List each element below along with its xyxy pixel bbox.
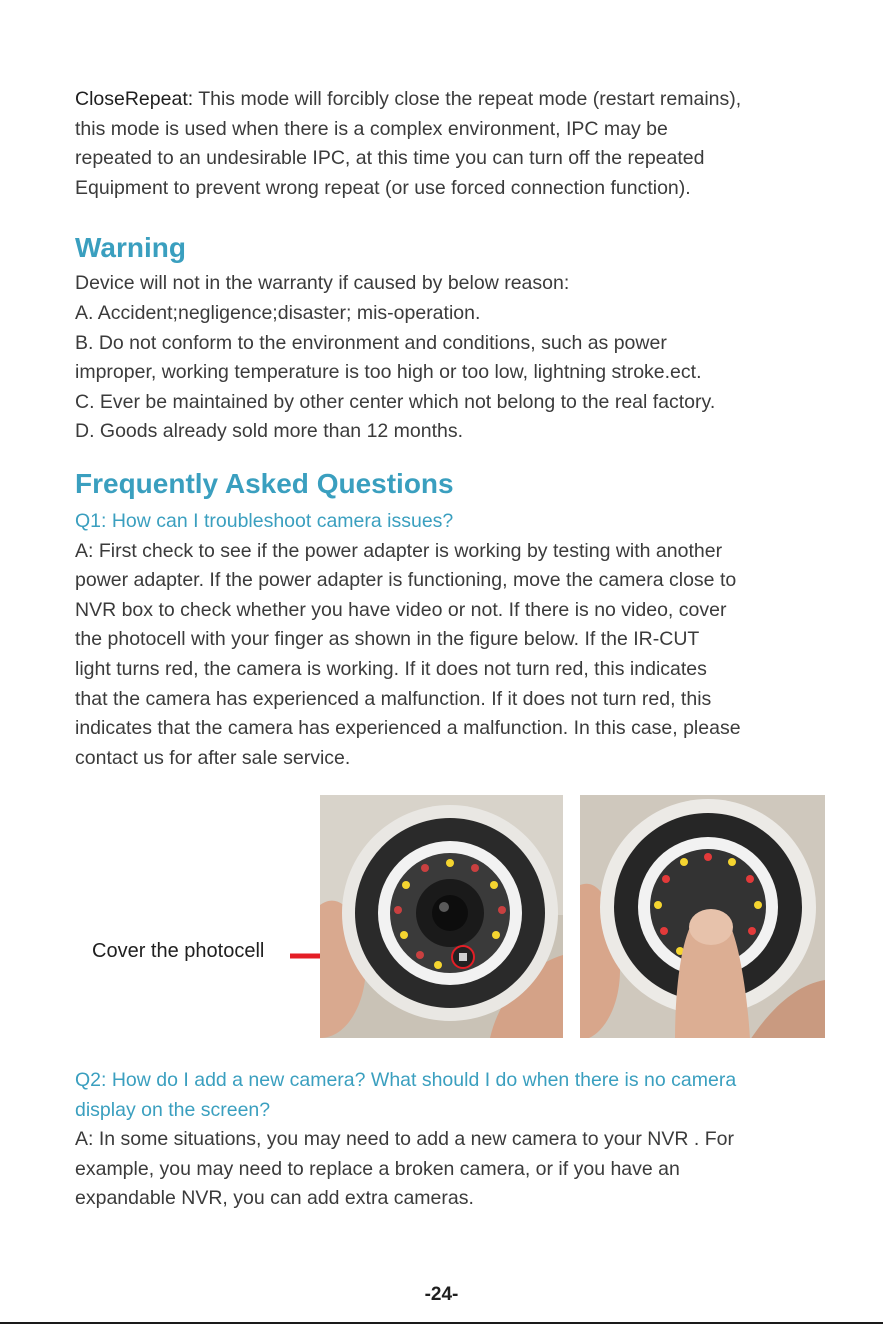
answer-line: contact us for after sale service. bbox=[75, 746, 351, 769]
close-repeat-line-1: CloseRepeat: This mode will forcibly close the repeat mode (restart remains), bbox=[75, 88, 742, 110]
faq-answer-2 bbox=[75, 1125, 855, 1214]
answer-line: indicates that the camera has experienced a malfunction. In this case, please bbox=[75, 717, 741, 740]
answer-line: that the camera has experienced a malfunction. If it does not turn red, this bbox=[75, 687, 712, 710]
answer-line: light turns red, the camera is working. If it does not turn red, this indicates bbox=[75, 657, 707, 680]
warning-heading: Warning bbox=[75, 232, 186, 264]
close-repeat-line-4: Equipment to prevent wrong repeat (or use forced connection function). bbox=[75, 176, 691, 199]
answer-line: A: First check to see if the power adapter is working by testing with another bbox=[75, 539, 723, 562]
answer-line: expandable NVR, you can add extra cameras. bbox=[75, 1187, 474, 1210]
camera-photo-uncovered bbox=[320, 795, 563, 1038]
faq-question-2 bbox=[75, 1066, 855, 1125]
question-line: Q2: How do I add a new camera? What should I do when there is no camera bbox=[75, 1069, 737, 1091]
faq-question-1: Q1: How can I troubleshoot camera issues? bbox=[75, 509, 454, 532]
warning-line: B. Do not conform to the environment and conditions, such as power bbox=[75, 331, 667, 354]
main-content bbox=[75, 85, 845, 773]
answer-line: A: In some situations, you may need to add a new camera to your NVR . For bbox=[75, 1128, 734, 1151]
warning-line: improper, working temperature is too high or too low, lightning stroke.ect. bbox=[75, 361, 702, 384]
camera-photo-covered bbox=[580, 795, 825, 1038]
close-repeat-lead: CloseRepeat: bbox=[75, 88, 194, 110]
answer-line: NVR box to check whether you have video or not. If there is no video, cover bbox=[75, 598, 727, 621]
question-line: display on the screen? bbox=[75, 1098, 271, 1121]
warning-paragraph bbox=[75, 269, 845, 447]
warning-line: A. Accident;negligence;disaster; mis-operation. bbox=[75, 301, 481, 324]
warning-line: D. Goods already sold more than 12 months. bbox=[75, 420, 464, 443]
faq-question-2-block bbox=[75, 1066, 855, 1214]
close-repeat-line-3: repeated to an undesirable IPC, at this time you can turn off the repeated bbox=[75, 147, 705, 170]
answer-line: example, you may need to replace a broken camera, or if you have an bbox=[75, 1157, 680, 1180]
warning-line: Device will not in the warranty if caused by below reason: bbox=[75, 272, 570, 295]
answer-line: power adapter. If the power adapter is functioning, move the camera close to bbox=[75, 569, 737, 592]
close-repeat-paragraph bbox=[75, 85, 845, 203]
close-repeat-line-2: this mode is used when there is a complex environment, IPC may be bbox=[75, 117, 668, 140]
answer-line: the photocell with your finger as shown in the figure below. If the IR-CUT bbox=[75, 628, 700, 651]
warning-line: C. Ever be maintained by other center which not belong to the real factory. bbox=[75, 390, 716, 413]
faq-answer-1 bbox=[75, 537, 845, 774]
faq-heading: Frequently Asked Questions bbox=[75, 467, 454, 499]
page-number: -24- bbox=[424, 1284, 459, 1305]
cover-photocell-label: Cover the photocell bbox=[92, 940, 265, 962]
